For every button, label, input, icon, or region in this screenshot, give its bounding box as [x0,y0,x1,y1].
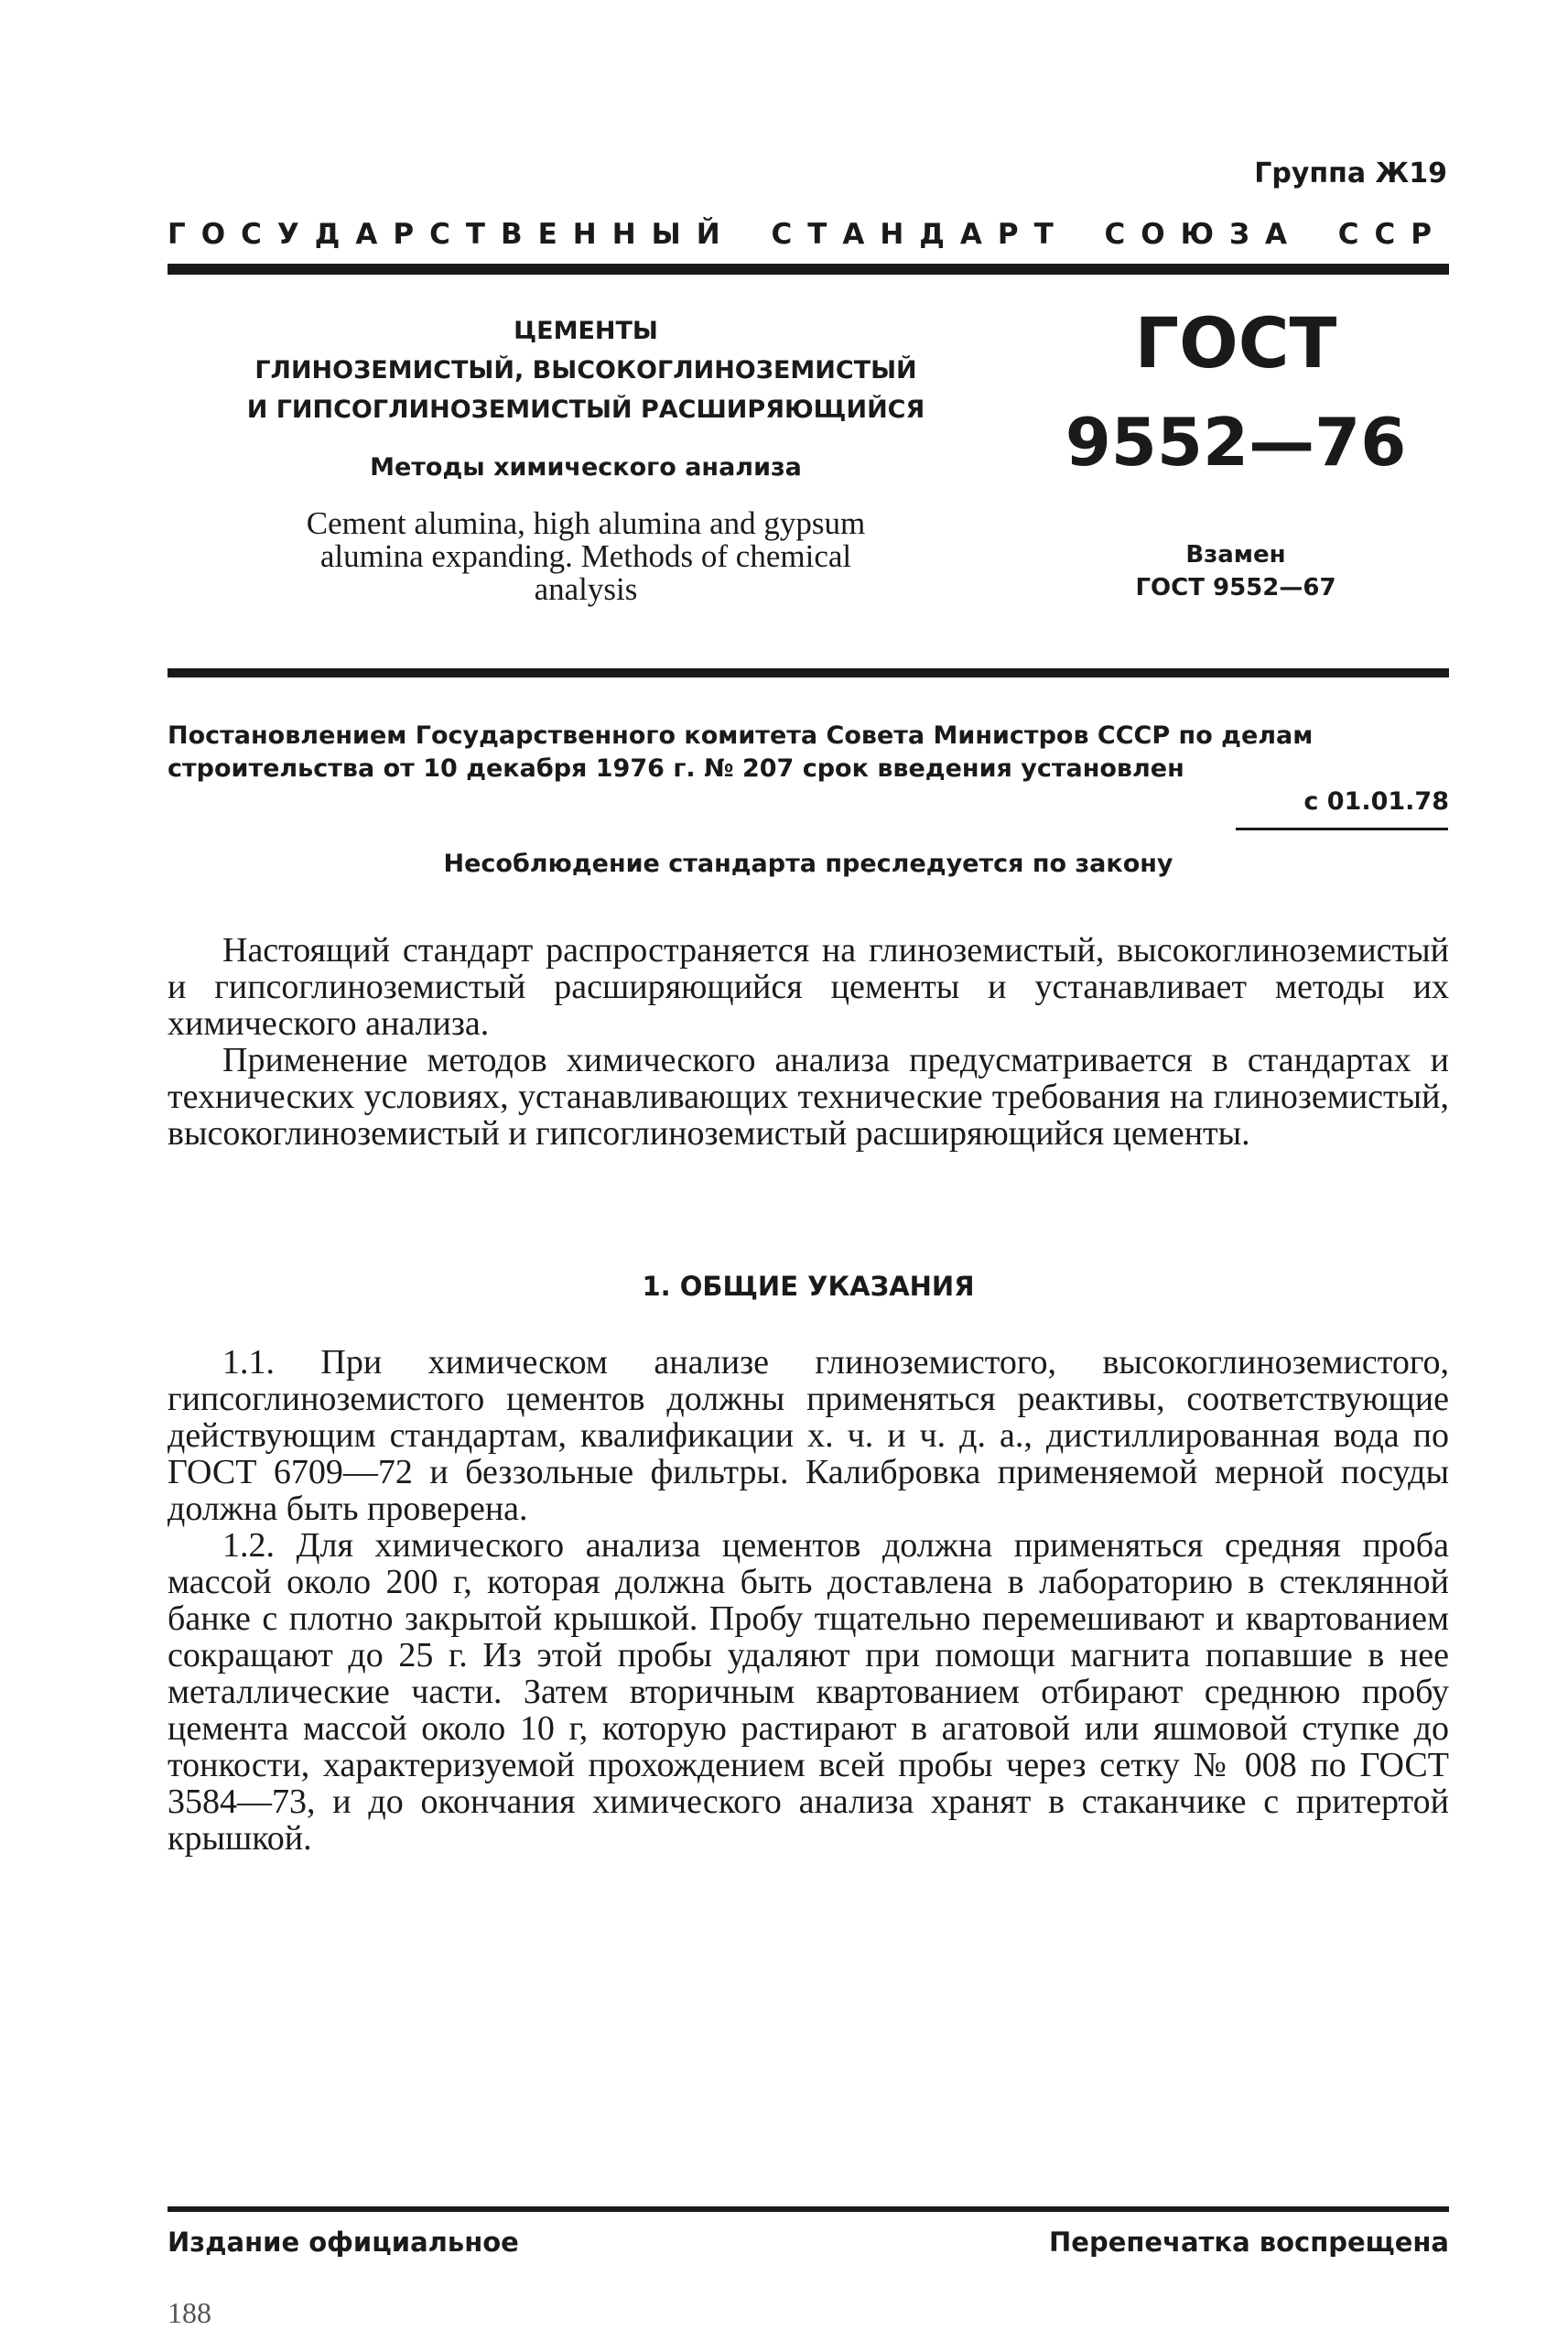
page-number: 188 [168,2296,211,2329]
banner-word: ССР [1337,218,1447,251]
title-en-line: Cement alumina, high alumina and gypsum [306,505,866,541]
title-ru [183,311,989,429]
middle-rule [168,668,1449,677]
intro-text [168,932,1449,1152]
title-block [183,311,989,606]
gost-label: ГОСТ [1134,302,1337,384]
replaces [1062,538,1410,604]
replaces-label: Взамен [1185,541,1286,569]
banner-word: ГОСУДАРСТВЕННЫЙ [168,218,736,251]
decree-date: с 01.01.78 [1303,787,1449,816]
paragraph: 1.2. Для химического анализа цементов должна применяться средняя проба массой около 200 г, которая должна быть доставлена в лабораторию в стеклянной банке с плотно закрытой крышкой. Пробу тщательно перемешивают и квартованием сокращают до 25 г. Из этой пробы удаляют при помощи магнита попавшие в нее металлические части. Затем вторичным квартованием отбирают среднюю пробу цемента массой около 10 г, которую растирают в агатовой или яшмовой ступке до тонкости, характеризуемой прохождением всей пробы через сетку № 008 по ГОСТ 3584—73, и до окончания химического анализа хранят в стаканчике с притертой крышкой. [168,1526,1449,1858]
footer-rule [168,2206,1449,2212]
banner-word: СОЮЗА [1104,218,1303,251]
paragraph: 1.1. При химическом анализе глиноземистого, высокоглиноземистого, гипсоглиноземистого цементов должны применяться реактивы, соответствующие действующим стандартам, квалификации х. ч. и ч. д. а., дистиллированная вода по ГОСТ 6709—72 и беззольные фильтры. Калибровка применяемой мерной посуды должна быть проверена. [168,1343,1449,1528]
group-code: Группа Ж19 [1254,157,1447,190]
gost-block [1062,302,1410,604]
state-standard-banner [168,218,1447,251]
section-heading: 1. ОБЩИЕ УКАЗАНИЯ [642,1271,975,1302]
top-rule [168,264,1449,275]
title-en [183,507,989,606]
title-line: ГЛИНОЗЕМИСТЫЙ, ВЫСОКОГЛИНОЗЕМИСТЫЙ [254,356,917,385]
replaces-value: ГОСТ 9552—67 [1135,574,1336,601]
date-underline [1236,828,1448,830]
law-notice: Несоблюдение стандарта преследуется по закону [443,850,1173,878]
reprint-notice: Перепечатка воспрещена [1049,2227,1449,2258]
title-en-line: analysis [534,571,638,607]
gost-number: 9552—76 [1065,404,1407,481]
edition-notice: Издание официальное [168,2227,519,2258]
title-en-line: alumina expanding. Methods of chemical [319,538,852,574]
title-line: ЦЕМЕНТЫ [514,317,658,345]
paragraph: Применение методов химического анализа предусматривается в стандартах и технических условиях, устанавливающих технические требования на глиноземистый, высокоглиноземистый и гипсоглиноземистый расширяющийся цементы. [168,1041,1449,1153]
paragraph: Настоящий стандарт распространяется на глиноземистый, высокоглиноземистый и гипсоглиноземистый расширяющийся цементы и устанавливает методы их химического анализа. [168,931,1449,1043]
decree-text: Постановлением Государственного комитета Совета Министров СССР по делам строительства от 10 декабря 1976 г. № 207 срок введения установлен [168,721,1314,783]
banner-word: СТАНДАРТ [771,218,1069,251]
section-text [168,1344,1449,1857]
methods-subtitle: Методы химического анализа [370,453,802,482]
title-line: И ГИПСОГЛИНОЗЕМИСТЫЙ РАСШИРЯЮЩИЙСЯ [246,396,925,424]
